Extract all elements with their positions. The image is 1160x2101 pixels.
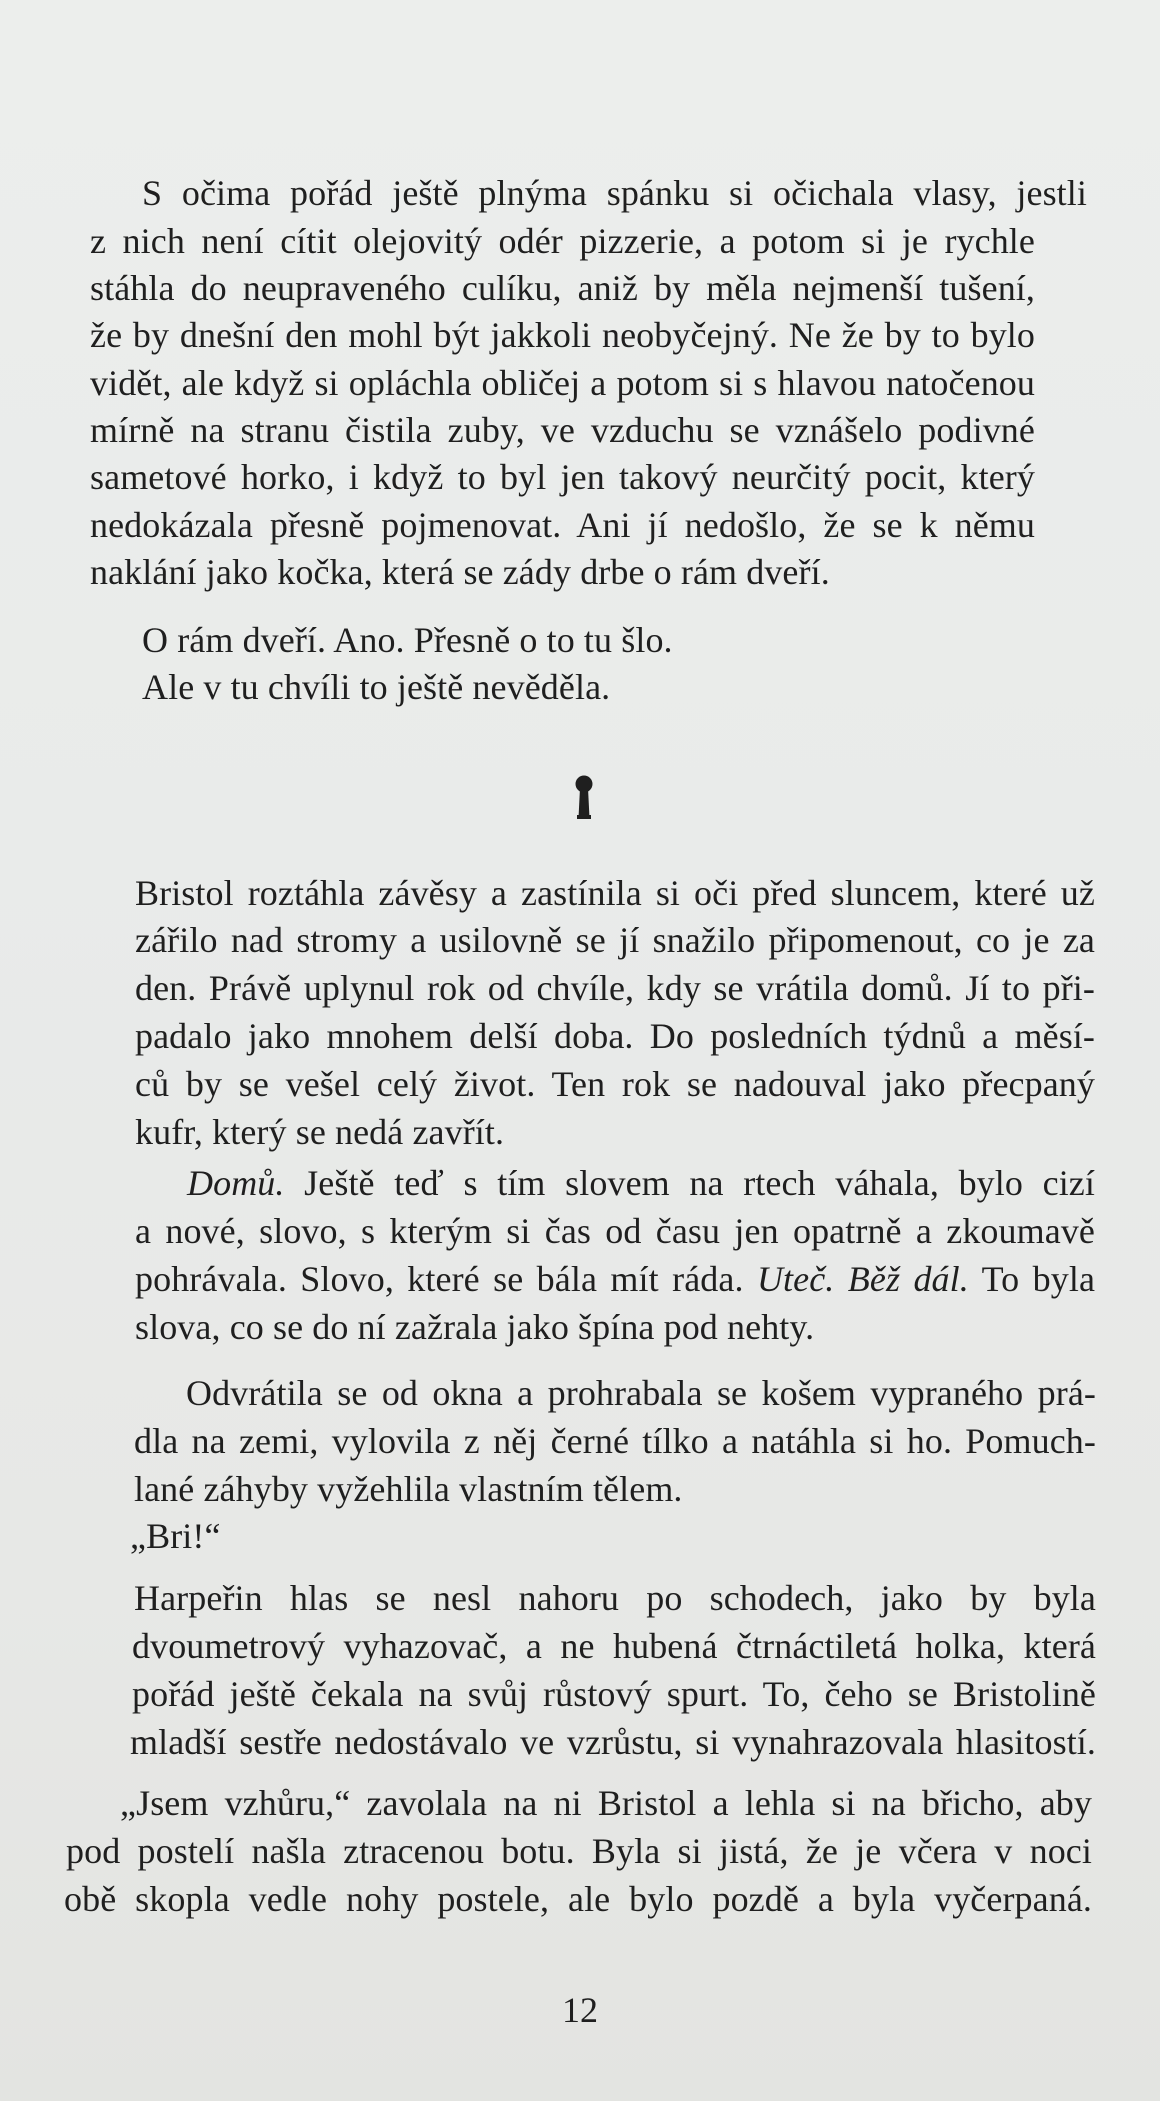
paragraph-line: nedokázala přesně pojmenovat. Ani jí nedošlo, že se k němu: [90, 505, 1035, 545]
page-number: 12: [562, 1990, 598, 2030]
italic-word: Uteč.: [756, 1259, 835, 1299]
line-text: To byla: [968, 1259, 1096, 1299]
paragraph-line: zářilo nad stromy a usilovně se jí snažilo připomenout, co je za: [135, 920, 1095, 960]
paragraph-line: obě skopla vedle nohy postele, ale bylo pozdě a byla vyčerpaná.: [64, 1879, 1092, 1919]
paragraph-line: pořád ještě čekala na svůj růstový spurt. To, čeho se Bristolině: [132, 1674, 1096, 1714]
paragraph-line: stáhla do neupraveného culíku, aniž by měla nejmenší tušení,: [90, 268, 1035, 308]
italic-word: Běž dál.: [847, 1259, 969, 1299]
paragraph-line: Ale v tu chvíli to ještě nevěděla.: [142, 667, 611, 707]
paragraph-line: mírně na stranu čistila zuby, ve vzduchu se vznášelo podivné: [90, 410, 1035, 450]
paragraph-line: vidět, ale když si opláchla obličej a potom si s hlavou natočenou: [90, 363, 1035, 403]
paragraph-line: Bristol roztáhla závěsy a zastínila si oči před sluncem, které už: [135, 873, 1095, 913]
paragraph-line: a nové, slovo, s kterým si čas od času jen opatrně a zkoumavě: [135, 1211, 1095, 1251]
paragraph-line: že by dnešní den mohl být jakkoli neobyčejný. Ne že by to bylo: [90, 315, 1035, 355]
paragraph-line: den. Právě uplynul rok od chvíle, kdy se vrátila domů. Jí to při-: [135, 968, 1095, 1008]
line-text: Ještě teď s tím slovem na rtech váhala, bylo cizí: [284, 1163, 1095, 1203]
paragraph-line: lané záhyby vyžehlila vlastním tělem.: [134, 1469, 683, 1509]
line-text: pohrávala. Slovo, které se bála mít ráda.: [135, 1259, 757, 1299]
paragraph-line: Harpeřin hlas se nesl nahoru po schodech, jako by byla: [134, 1578, 1096, 1618]
paragraph-line: sametové horko, i když to byl jen takový neurčitý pocit, který: [90, 457, 1035, 497]
paragraph-line: [187, 1160, 1095, 1207]
paragraph-line: [135, 1256, 1095, 1303]
paragraph-line: mladší sestře nedostávalo ve vzrůstu, si vynahrazovala hlasitostí.: [130, 1722, 1096, 1762]
paragraph-line: padalo jako mnohem delší doba. Do posledních týdnů a měsí-: [135, 1016, 1095, 1056]
line-text: [834, 1259, 847, 1299]
paragraph-line: z nich není cítit olejovitý odér pizzerie, a potom si je rychle: [90, 221, 1035, 261]
paragraph-line: dla na zemi, vylovila z něj černé tílko a natáhla si ho. Pomuch-: [134, 1421, 1096, 1461]
paragraph-line: S očima pořád ještě plnýma spánku si očichala vlasy, jestli: [142, 173, 1087, 213]
paragraph-line: naklání jako kočka, která se zády drbe o rám dveří.: [90, 552, 830, 592]
paragraph-line: dvoumetrový vyhazovač, a ne hubená čtrnáctiletá holka, která: [132, 1626, 1096, 1666]
paragraph-line: kufr, který se nedá zavřít.: [135, 1112, 505, 1152]
keyhole-icon: [572, 774, 596, 822]
paragraph-line: „Bri!“: [130, 1516, 221, 1556]
paragraph-line: ců by se vešel celý život. Ten rok se nadouval jako přecpaný: [135, 1064, 1095, 1104]
paragraph-line: pod postelí našla ztracenou botu. Byla si jistá, že je včera v noci: [66, 1831, 1092, 1871]
paragraph-line: slova, co se do ní zažrala jako špína pod nehty.: [135, 1307, 815, 1347]
italic-word: Domů.: [187, 1163, 285, 1203]
paragraph-line: „Jsem vzhůru,“ zavolala na ni Bristol a lehla si na břicho, aby: [120, 1783, 1092, 1823]
paragraph-line: O rám dveří. Ano. Přesně o to tu šlo.: [142, 620, 673, 660]
paragraph-line: Odvrátila se od okna a prohrabala se košem vypraného prá-: [186, 1373, 1096, 1413]
